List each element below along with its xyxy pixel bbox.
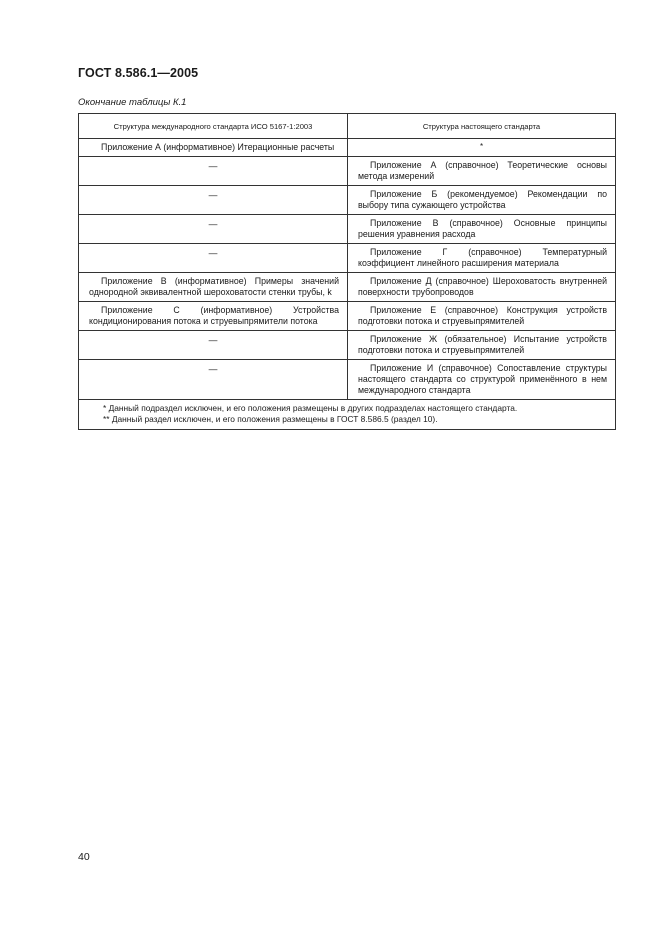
cell-text: Приложение Г (справочное) Температурный коэффициент линейного расширения материала	[358, 247, 607, 268]
document-header: ГОСТ 8.586.1—2005	[78, 66, 199, 80]
cell-text: Приложение Е (справочное) Конструкция устройств подготовки потока и струевыпрямителей	[358, 305, 607, 326]
footnotes-cell	[79, 400, 616, 430]
table-row	[79, 244, 616, 273]
table-row	[79, 331, 616, 360]
cell-iso	[79, 139, 348, 157]
table-row	[79, 157, 616, 186]
cell-text: Приложение В (информативное) Примеры значений однородной эквивалентной шероховатости стенки трубы, k	[89, 276, 339, 297]
column-header-gost: Структура настоящего стандарта	[348, 114, 616, 139]
cell-text: Приложение С (информативное) Устройства кондиционирования потока и струевыпрямители потока	[89, 305, 339, 326]
table-caption: Окончание таблицы К.1	[78, 97, 187, 108]
page-number: 40	[78, 851, 90, 863]
cell-iso	[79, 302, 348, 331]
cell-text: Приложение Ж (обязательное) Испытание устройств подготовки потока и струевыпрямителей	[358, 334, 607, 355]
cell-iso: —	[79, 186, 348, 215]
cell-gost	[348, 215, 616, 244]
cell-gost	[348, 186, 616, 215]
cell-gost	[348, 244, 616, 273]
cell-iso: —	[79, 244, 348, 273]
footnote-2: ** Данный раздел исключен, и его положения размещены в ГОСТ 8.586.5 (раздел 10).	[103, 414, 438, 424]
table-row	[79, 302, 616, 331]
table-row	[79, 360, 616, 400]
table-row	[79, 215, 616, 244]
cell-gost	[348, 331, 616, 360]
footnote-1: * Данный подраздел исключен, и его положения размещены в других подразделах настоящего стандарта.	[103, 403, 518, 413]
cell-gost: *	[348, 139, 616, 157]
cell-iso: —	[79, 331, 348, 360]
cell-iso: —	[79, 157, 348, 186]
table-row	[79, 273, 616, 302]
cell-gost	[348, 273, 616, 302]
cell-gost	[348, 360, 616, 400]
cell-iso: —	[79, 215, 348, 244]
cell-text: Приложение В (справочное) Основные принципы решения уравнения расхода	[358, 218, 607, 239]
cell-text: Приложение А (справочное) Теоретические основы метода измерений	[358, 160, 607, 181]
cell-text: Приложение Д (справочное) Шероховатость внутренней поверхности трубопроводов	[358, 276, 607, 297]
table-row	[79, 186, 616, 215]
table-header-row	[79, 114, 616, 139]
cell-iso: —	[79, 360, 348, 400]
cell-text: Приложение И (справочное) Сопоставление структуры настоящего стандарта со структурой применённого в нем международного стандарта	[358, 363, 607, 395]
column-header-iso: Структура международного стандарта ИСО 5167-1:2003	[79, 114, 348, 139]
cell-iso	[79, 273, 348, 302]
cell-gost	[348, 157, 616, 186]
cell-text: Приложение А (информативное) Итерационные расчеты	[101, 142, 335, 152]
footnotes-row	[79, 400, 616, 430]
cell-gost	[348, 302, 616, 331]
comparison-table	[78, 113, 616, 430]
cell-text: Приложение Б (рекомендуемое) Рекомендации по выбору типа сужающего устройства	[358, 189, 607, 210]
table-row	[79, 139, 616, 157]
